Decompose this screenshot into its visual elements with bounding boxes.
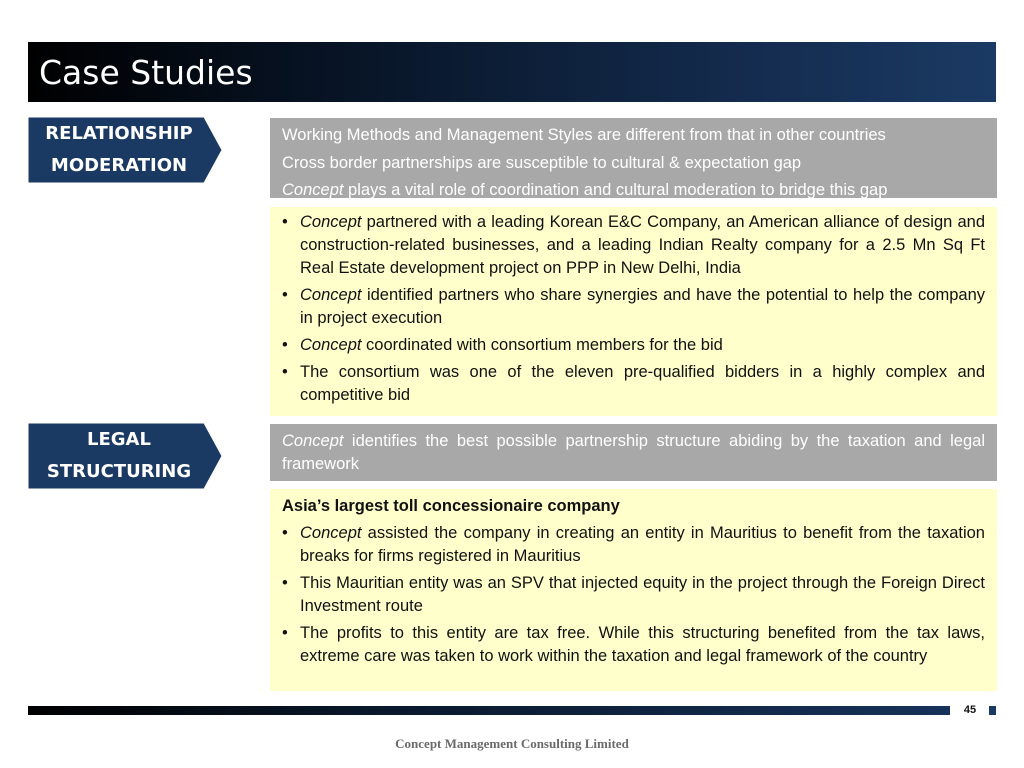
concept-italic: Concept <box>300 213 362 231</box>
tag-line-2: STRUCTURING <box>46 461 192 482</box>
bullet-icon: • <box>282 286 288 304</box>
bullet-text: partnered with a leading Korean E&C Company, an American alliance of design and construction-related businesses, and a leading Indian Realty company for a 2.5 Mn Sq Ft Real Estate development project on PPP in New Delhi, India <box>300 213 985 277</box>
relationship-moderation-tag <box>28 117 222 183</box>
bullet-icon: • <box>282 213 288 231</box>
concept-italic: Concept <box>300 286 362 304</box>
list-item <box>282 334 985 357</box>
tag-line-1: LEGAL <box>87 429 151 450</box>
legal-summary-box <box>270 424 997 481</box>
summary-text: Working Methods and Management Styles are different from that in other countries <box>282 126 886 144</box>
tag-line-2: MODERATION <box>50 155 188 176</box>
bullet-icon: • <box>282 363 288 381</box>
bullet-text: The profits to this entity are tax free. While this structuring benefited from the tax laws, extreme care was taken to work within the taxation and legal framework of the country <box>300 624 985 665</box>
bullet-list <box>282 211 985 407</box>
list-item <box>282 622 985 668</box>
bottom-divider-bar <box>28 706 950 715</box>
legal-details-box <box>270 489 997 691</box>
bullet-icon: • <box>282 524 288 542</box>
list-item <box>282 211 985 280</box>
concept-italic: Concept <box>282 432 344 450</box>
summary-text: plays a vital role of coordination and cultural moderation to bridge this gap <box>343 181 888 199</box>
bullet-text: The consortium was one of the eleven pre-qualified bidders in a highly complex and competitive bid <box>300 363 985 404</box>
tag-line-1: RELATIONSHIP <box>45 123 193 144</box>
summary-line <box>282 177 985 205</box>
bullet-icon: • <box>282 574 288 592</box>
bullet-list <box>282 522 985 668</box>
bullet-icon: • <box>282 336 288 354</box>
title-bar <box>28 42 996 102</box>
summary-text: identifies the best possible partnership structure abiding by the taxation and legal framework <box>282 432 985 473</box>
footer-company-name: Concept Management Consulting Limited <box>395 736 629 751</box>
concept-italic: Concept <box>300 524 362 542</box>
concept-italic: Concept <box>282 181 344 199</box>
case-heading: Asia’s largest toll concessionaire company <box>282 497 620 515</box>
bullet-text: assisted the company in creating an entity in Mauritius to benefit from the taxation breaks for firms registered in Mauritius <box>300 524 985 565</box>
list-item <box>282 572 985 618</box>
summary-line <box>282 150 985 178</box>
page-marker <box>989 706 996 715</box>
bullet-icon: • <box>282 624 288 642</box>
list-item <box>282 361 985 407</box>
relationship-summary-box <box>270 118 997 198</box>
tag-label <box>28 423 210 489</box>
summary-line <box>282 122 985 150</box>
bullet-text: identified partners who share synergies and have the potential to help the company in project execution <box>300 286 985 327</box>
bullet-text: This Mauritian entity was an SPV that injected equity in the project through the Foreign Direct Investment route <box>300 574 985 615</box>
concept-italic: Concept <box>300 336 362 354</box>
tag-label <box>28 117 210 183</box>
summary-text: Cross border partnerships are susceptible to cultural & expectation gap <box>282 153 802 172</box>
list-item <box>282 522 985 568</box>
list-item <box>282 284 985 330</box>
legal-structuring-tag <box>28 423 222 489</box>
page-number: 45 <box>963 704 977 716</box>
relationship-details-box <box>270 207 997 416</box>
page-title: Case Studies <box>39 53 253 92</box>
bullet-text: coordinated with consortium members for the bid <box>361 336 723 354</box>
